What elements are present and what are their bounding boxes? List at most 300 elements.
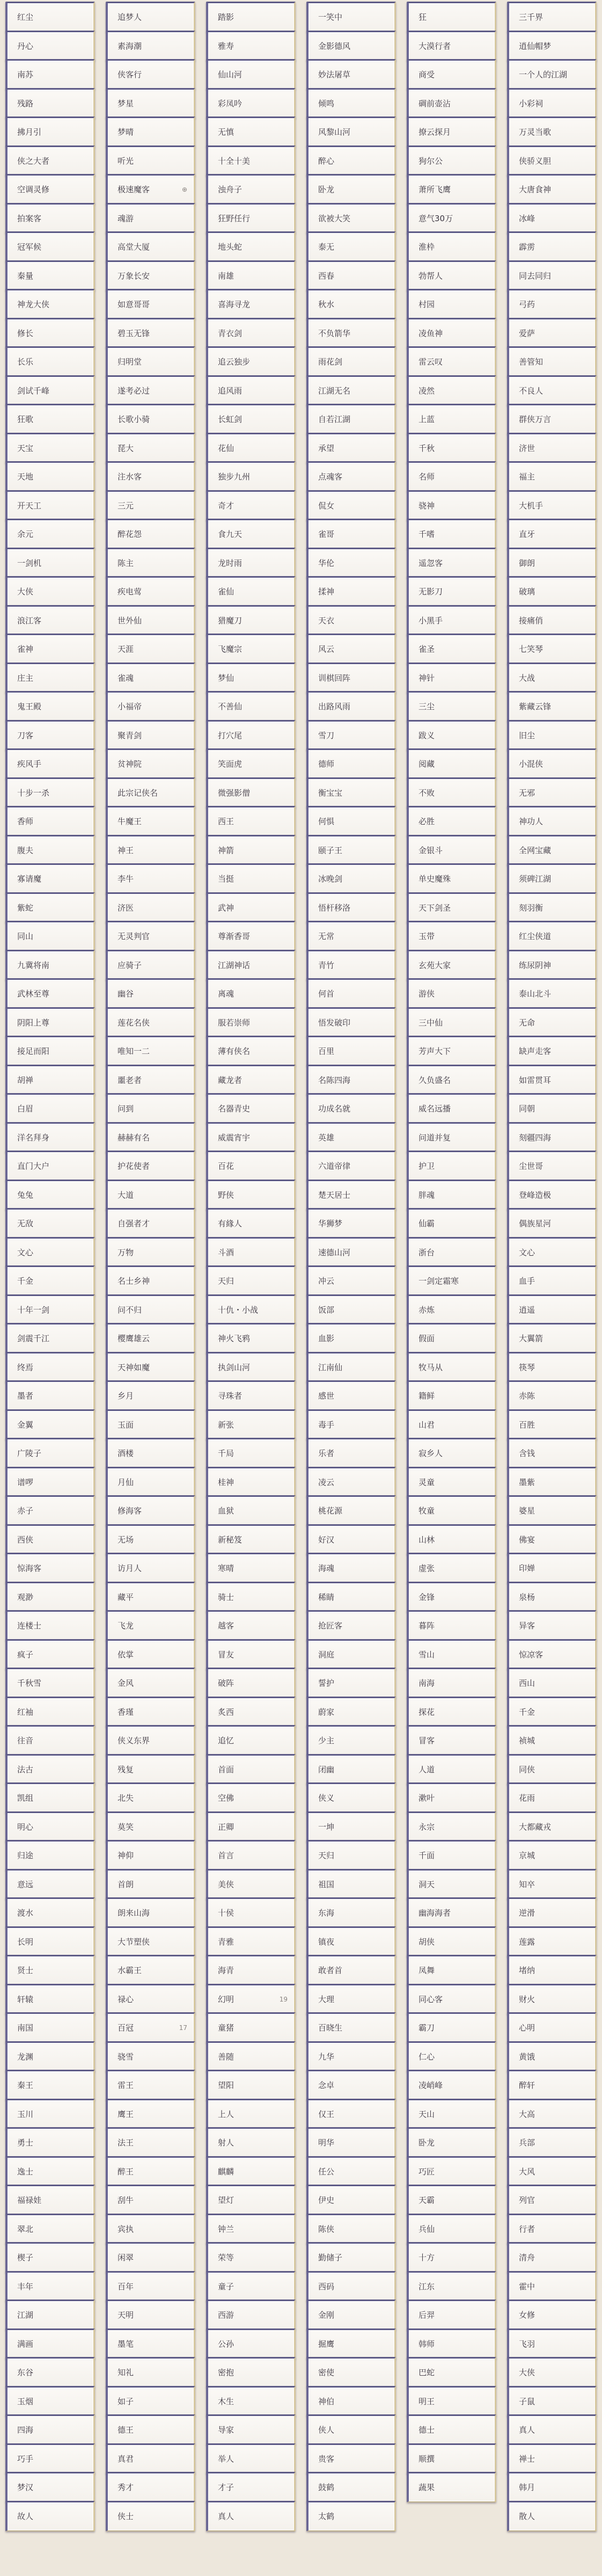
title-cell[interactable]	[5, 203, 95, 234]
title-cell[interactable]	[306, 2185, 396, 2215]
title-cell[interactable]	[106, 1409, 195, 1440]
title-cell[interactable]	[407, 1754, 496, 1785]
title-cell[interactable]	[507, 777, 597, 808]
title-cell[interactable]	[5, 2099, 95, 2129]
title-cell[interactable]	[206, 663, 296, 693]
title-cell[interactable]	[106, 691, 195, 722]
title-cell[interactable]	[306, 777, 396, 808]
title-cell[interactable]	[306, 663, 396, 693]
title-cell[interactable]	[407, 1668, 496, 1698]
title-cell[interactable]	[507, 1208, 597, 1239]
title-cell[interactable]	[206, 1524, 296, 1555]
title-cell[interactable]	[5, 31, 95, 61]
title-cell[interactable]	[106, 2271, 195, 2302]
title-cell[interactable]	[5, 1897, 95, 1928]
title-cell[interactable]	[106, 1093, 195, 1124]
title-cell[interactable]	[106, 748, 195, 779]
title-cell[interactable]	[407, 2, 496, 32]
title-cell[interactable]	[306, 1955, 396, 1985]
title-cell[interactable]	[507, 2127, 597, 2158]
title-cell[interactable]	[206, 346, 296, 377]
title-cell[interactable]	[507, 1897, 597, 1928]
title-cell[interactable]	[306, 461, 396, 492]
title-cell[interactable]	[206, 806, 296, 836]
title-cell[interactable]	[206, 117, 296, 147]
title-cell[interactable]	[5, 2472, 95, 2502]
title-cell[interactable]	[507, 1323, 597, 1354]
title-cell[interactable]	[106, 1524, 195, 1555]
title-cell[interactable]	[206, 634, 296, 664]
title-cell[interactable]	[5, 1955, 95, 1985]
title-cell[interactable]	[407, 490, 496, 521]
title-cell[interactable]	[106, 1582, 195, 1612]
title-cell[interactable]	[507, 950, 597, 980]
title-cell[interactable]	[306, 2127, 396, 2158]
title-cell[interactable]	[407, 519, 496, 549]
title-cell[interactable]	[407, 2414, 496, 2445]
title-cell[interactable]	[306, 174, 396, 205]
title-cell[interactable]	[306, 260, 396, 291]
title-cell[interactable]	[407, 1122, 496, 1153]
title-cell[interactable]	[306, 1093, 396, 1124]
title-cell[interactable]	[306, 203, 396, 234]
title-cell[interactable]	[206, 1725, 296, 1756]
title-cell[interactable]	[206, 174, 296, 205]
title-cell[interactable]	[206, 835, 296, 865]
title-cell[interactable]	[5, 117, 95, 147]
title-cell[interactable]	[5, 806, 95, 836]
title-cell[interactable]	[507, 1036, 597, 1066]
title-cell[interactable]	[407, 921, 496, 951]
title-cell[interactable]	[306, 1984, 396, 2014]
title-cell[interactable]	[407, 1007, 496, 1038]
title-cell[interactable]	[407, 978, 496, 1009]
title-cell[interactable]	[206, 1697, 296, 1727]
title-cell[interactable]	[306, 548, 396, 578]
title-cell[interactable]	[507, 31, 597, 61]
title-cell[interactable]	[507, 117, 597, 147]
title-cell[interactable]	[5, 691, 95, 722]
title-cell[interactable]	[507, 1840, 597, 1871]
title-cell[interactable]	[507, 1265, 597, 1296]
title-cell[interactable]	[106, 1840, 195, 1871]
title-cell[interactable]	[407, 31, 496, 61]
title-cell[interactable]	[206, 892, 296, 923]
title-cell[interactable]	[106, 145, 195, 176]
title-cell[interactable]	[407, 1151, 496, 1181]
title-cell[interactable]	[206, 231, 296, 262]
title-cell[interactable]	[407, 1582, 496, 1612]
title-cell[interactable]	[306, 2070, 396, 2100]
title-cell[interactable]	[306, 1122, 396, 1153]
title-cell[interactable]	[407, 1811, 496, 1842]
title-cell[interactable]	[507, 806, 597, 836]
title-cell[interactable]	[106, 2501, 195, 2531]
title-cell[interactable]	[206, 1237, 296, 1268]
title-cell[interactable]	[5, 1237, 95, 1268]
title-cell[interactable]	[507, 1151, 597, 1181]
title-cell[interactable]	[106, 1467, 195, 1497]
title-cell[interactable]	[407, 346, 496, 377]
title-cell[interactable]	[407, 2242, 496, 2273]
title-cell[interactable]	[407, 1869, 496, 1900]
title-cell[interactable]	[206, 1265, 296, 1296]
title-cell[interactable]	[206, 1495, 296, 1526]
title-cell[interactable]	[5, 2185, 95, 2215]
title-cell[interactable]	[206, 1955, 296, 1985]
title-cell[interactable]	[306, 748, 396, 779]
title-cell[interactable]	[206, 1122, 296, 1153]
title-cell[interactable]	[206, 2127, 296, 2158]
title-cell[interactable]	[507, 1782, 597, 1813]
title-cell[interactable]	[5, 2414, 95, 2445]
title-cell[interactable]	[5, 2357, 95, 2388]
title-cell[interactable]	[5, 2443, 95, 2474]
title-cell[interactable]	[507, 1955, 597, 1985]
title-cell[interactable]	[5, 1180, 95, 1210]
title-cell[interactable]	[407, 2127, 496, 2158]
title-cell[interactable]	[306, 145, 396, 176]
title-cell[interactable]	[206, 2271, 296, 2302]
title-cell[interactable]	[5, 1007, 95, 1038]
title-cell[interactable]	[407, 1610, 496, 1641]
title-cell[interactable]	[306, 2472, 396, 2502]
title-cell[interactable]	[507, 59, 597, 90]
title-cell[interactable]	[106, 1725, 195, 1756]
title-cell[interactable]	[507, 863, 597, 894]
title-cell[interactable]	[206, 1380, 296, 1411]
title-cell[interactable]	[206, 748, 296, 779]
title-cell[interactable]	[407, 1897, 496, 1928]
title-cell[interactable]	[407, 318, 496, 348]
title-cell[interactable]	[407, 1380, 496, 1411]
title-cell[interactable]	[206, 2501, 296, 2531]
title-cell[interactable]	[5, 720, 95, 751]
title-cell[interactable]	[306, 2271, 396, 2302]
title-cell[interactable]	[106, 806, 195, 836]
title-cell[interactable]	[306, 806, 396, 836]
title-cell[interactable]	[206, 691, 296, 722]
title-cell[interactable]	[106, 863, 195, 894]
title-cell[interactable]	[306, 231, 396, 262]
title-cell[interactable]	[507, 231, 597, 262]
title-cell[interactable]	[206, 88, 296, 119]
title-cell[interactable]	[206, 1754, 296, 1785]
title-cell[interactable]	[5, 777, 95, 808]
title-cell[interactable]	[407, 1352, 496, 1382]
title-cell[interactable]	[306, 1467, 396, 1497]
title-cell[interactable]	[106, 1151, 195, 1181]
title-cell[interactable]	[206, 2386, 296, 2417]
title-cell[interactable]	[106, 921, 195, 951]
title-cell[interactable]	[5, 1352, 95, 1382]
title-cell[interactable]	[106, 1352, 195, 1382]
title-cell[interactable]	[306, 1438, 396, 1468]
title-cell[interactable]	[407, 548, 496, 578]
title-cell[interactable]	[106, 548, 195, 578]
title-cell[interactable]	[507, 1294, 597, 1325]
title-cell[interactable]	[507, 576, 597, 607]
title-cell[interactable]	[407, 1725, 496, 1756]
title-cell[interactable]	[206, 2414, 296, 2445]
title-cell[interactable]	[507, 2472, 597, 2502]
title-cell[interactable]	[306, 2357, 396, 2388]
title-cell[interactable]	[507, 2242, 597, 2273]
title-cell[interactable]	[407, 1438, 496, 1468]
title-cell[interactable]	[106, 950, 195, 980]
title-cell[interactable]	[206, 548, 296, 578]
title-cell[interactable]	[5, 2041, 95, 2072]
title-cell[interactable]	[206, 1553, 296, 1583]
title-cell[interactable]	[106, 289, 195, 319]
title-cell[interactable]	[306, 117, 396, 147]
title-cell[interactable]	[106, 777, 195, 808]
title-cell[interactable]	[206, 1065, 296, 1095]
title-cell[interactable]	[106, 1610, 195, 1641]
title-cell[interactable]	[5, 2156, 95, 2187]
title-cell[interactable]	[206, 2185, 296, 2215]
title-cell[interactable]	[507, 519, 597, 549]
title-cell[interactable]	[507, 289, 597, 319]
title-cell[interactable]	[106, 1380, 195, 1411]
title-cell[interactable]	[5, 1323, 95, 1354]
title-cell[interactable]	[306, 1782, 396, 1813]
title-cell[interactable]	[507, 2156, 597, 2187]
title-cell[interactable]	[407, 2012, 496, 2043]
title-cell[interactable]	[206, 519, 296, 549]
title-cell[interactable]	[206, 863, 296, 894]
title-cell[interactable]	[407, 1984, 496, 2014]
title-cell[interactable]	[206, 1897, 296, 1928]
title-cell[interactable]	[106, 59, 195, 90]
title-cell[interactable]	[306, 2156, 396, 2187]
title-cell[interactable]	[306, 404, 396, 434]
title-cell[interactable]	[106, 490, 195, 521]
title-cell[interactable]	[306, 1926, 396, 1957]
title-cell[interactable]	[5, 1754, 95, 1785]
title-cell[interactable]	[106, 404, 195, 434]
title-cell[interactable]	[206, 1438, 296, 1468]
title-cell[interactable]	[206, 1467, 296, 1497]
title-cell[interactable]	[5, 1467, 95, 1497]
title-cell[interactable]	[407, 720, 496, 751]
title-cell[interactable]	[407, 2041, 496, 2072]
title-cell[interactable]	[5, 145, 95, 176]
title-cell[interactable]	[507, 2386, 597, 2417]
title-cell[interactable]	[507, 720, 597, 751]
title-cell[interactable]	[106, 88, 195, 119]
title-cell[interactable]	[407, 892, 496, 923]
title-cell[interactable]	[5, 1265, 95, 1296]
title-cell[interactable]	[5, 1065, 95, 1095]
title-cell[interactable]	[407, 835, 496, 865]
title-cell[interactable]	[306, 2214, 396, 2244]
title-cell[interactable]	[407, 2214, 496, 2244]
title-cell[interactable]	[407, 461, 496, 492]
title-cell[interactable]	[507, 2185, 597, 2215]
title-cell[interactable]	[206, 1668, 296, 1698]
title-cell[interactable]	[306, 519, 396, 549]
title-cell[interactable]	[507, 2, 597, 32]
title-cell[interactable]	[306, 1294, 396, 1325]
title-cell[interactable]	[5, 1524, 95, 1555]
title-cell[interactable]	[106, 1180, 195, 1210]
title-cell[interactable]	[507, 1869, 597, 1900]
title-cell[interactable]	[306, 1668, 396, 1698]
title-cell[interactable]	[5, 1409, 95, 1440]
title-cell[interactable]	[306, 1897, 396, 1928]
title-cell[interactable]	[507, 1668, 597, 1698]
title-cell[interactable]	[407, 289, 496, 319]
title-cell[interactable]	[206, 490, 296, 521]
title-cell[interactable]	[507, 375, 597, 406]
title-cell[interactable]	[507, 1007, 597, 1038]
title-cell[interactable]	[5, 260, 95, 291]
title-cell[interactable]	[5, 1380, 95, 1411]
title-cell[interactable]	[106, 2214, 195, 2244]
title-cell[interactable]	[306, 1811, 396, 1842]
title-cell[interactable]	[106, 1869, 195, 1900]
title-cell[interactable]	[206, 950, 296, 980]
title-cell[interactable]	[507, 835, 597, 865]
title-cell[interactable]	[5, 2328, 95, 2359]
title-cell[interactable]	[306, 835, 396, 865]
title-cell[interactable]	[407, 88, 496, 119]
title-cell[interactable]	[306, 2300, 396, 2330]
title-cell[interactable]	[507, 1093, 597, 1124]
title-cell[interactable]	[206, 1036, 296, 1066]
title-cell[interactable]	[5, 1553, 95, 1583]
title-cell[interactable]	[507, 2414, 597, 2445]
title-cell[interactable]	[507, 174, 597, 205]
title-cell[interactable]	[5, 289, 95, 319]
title-cell[interactable]	[206, 1840, 296, 1871]
title-cell[interactable]	[106, 2300, 195, 2330]
title-cell[interactable]	[106, 1926, 195, 1957]
title-cell[interactable]	[106, 835, 195, 865]
title-cell[interactable]	[407, 2185, 496, 2215]
title-cell[interactable]	[106, 203, 195, 234]
title-cell[interactable]	[407, 605, 496, 636]
title-cell[interactable]	[5, 1668, 95, 1698]
title-cell[interactable]	[5, 1697, 95, 1727]
title-cell[interactable]	[106, 1323, 195, 1354]
title-cell[interactable]	[507, 1495, 597, 1526]
title-cell[interactable]	[106, 1984, 195, 2014]
title-cell[interactable]	[206, 2328, 296, 2359]
title-cell[interactable]	[507, 2300, 597, 2330]
title-cell[interactable]	[206, 2041, 296, 2072]
title-cell[interactable]	[306, 1495, 396, 1526]
title-cell[interactable]	[206, 404, 296, 434]
title-cell[interactable]	[407, 1639, 496, 1670]
title-cell[interactable]	[206, 1811, 296, 1842]
title-cell[interactable]	[206, 1926, 296, 1957]
title-cell[interactable]	[507, 145, 597, 176]
title-cell[interactable]	[407, 777, 496, 808]
title-cell[interactable]	[507, 1754, 597, 1785]
title-cell[interactable]	[507, 1352, 597, 1382]
title-cell[interactable]	[507, 634, 597, 664]
title-cell[interactable]	[407, 748, 496, 779]
title-cell[interactable]	[507, 1180, 597, 1210]
title-cell[interactable]	[206, 720, 296, 751]
title-cell[interactable]	[306, 691, 396, 722]
title-cell[interactable]	[106, 1036, 195, 1066]
title-cell[interactable]	[507, 663, 597, 693]
title-cell[interactable]	[106, 576, 195, 607]
title-cell[interactable]	[206, 921, 296, 951]
title-cell[interactable]	[407, 2357, 496, 2388]
title-cell[interactable]	[407, 2156, 496, 2187]
title-cell[interactable]	[507, 2328, 597, 2359]
title-cell[interactable]	[5, 748, 95, 779]
title-cell[interactable]	[106, 892, 195, 923]
title-cell[interactable]	[5, 404, 95, 434]
title-cell[interactable]	[306, 1409, 396, 1440]
title-cell[interactable]	[407, 663, 496, 693]
title-cell[interactable]	[5, 978, 95, 1009]
title-cell[interactable]	[407, 2271, 496, 2302]
title-cell[interactable]	[306, 88, 396, 119]
title-cell[interactable]	[5, 88, 95, 119]
title-cell[interactable]	[5, 663, 95, 693]
title-cell[interactable]	[507, 490, 597, 521]
title-cell[interactable]	[106, 1697, 195, 1727]
title-cell[interactable]	[206, 260, 296, 291]
title-cell[interactable]	[306, 433, 396, 463]
title-cell[interactable]	[407, 1955, 496, 1985]
title-cell[interactable]	[306, 1180, 396, 1210]
title-cell[interactable]	[106, 117, 195, 147]
title-cell[interactable]	[5, 2127, 95, 2158]
title-cell[interactable]	[106, 2414, 195, 2445]
title-cell[interactable]	[306, 2328, 396, 2359]
title-cell[interactable]	[106, 2443, 195, 2474]
title-cell[interactable]	[507, 1438, 597, 1468]
title-cell[interactable]	[106, 2472, 195, 2502]
title-cell[interactable]	[407, 375, 496, 406]
title-cell[interactable]	[106, 2156, 195, 2187]
title-cell[interactable]	[5, 921, 95, 951]
title-cell[interactable]	[407, 404, 496, 434]
title-cell[interactable]	[306, 1151, 396, 1181]
title-cell[interactable]	[306, 1524, 396, 1555]
title-cell[interactable]	[106, 174, 195, 205]
title-cell[interactable]	[106, 1495, 195, 1526]
title-cell[interactable]	[407, 145, 496, 176]
title-cell[interactable]	[507, 748, 597, 779]
title-cell[interactable]	[5, 1036, 95, 1066]
title-cell[interactable]	[507, 2357, 597, 2388]
title-cell[interactable]	[306, 1007, 396, 1038]
title-cell[interactable]	[507, 2443, 597, 2474]
title-cell[interactable]	[507, 1380, 597, 1411]
title-cell[interactable]	[306, 978, 396, 1009]
title-cell[interactable]	[106, 2, 195, 32]
title-cell[interactable]	[5, 1725, 95, 1756]
title-cell[interactable]	[507, 260, 597, 291]
title-cell[interactable]	[407, 576, 496, 607]
title-cell[interactable]	[5, 892, 95, 923]
title-cell[interactable]	[106, 2012, 195, 2043]
title-cell[interactable]	[106, 1754, 195, 1785]
title-cell[interactable]	[206, 1294, 296, 1325]
title-cell[interactable]	[507, 1122, 597, 1153]
title-cell[interactable]	[507, 2214, 597, 2244]
title-cell[interactable]	[106, 318, 195, 348]
title-cell[interactable]	[507, 1639, 597, 1670]
